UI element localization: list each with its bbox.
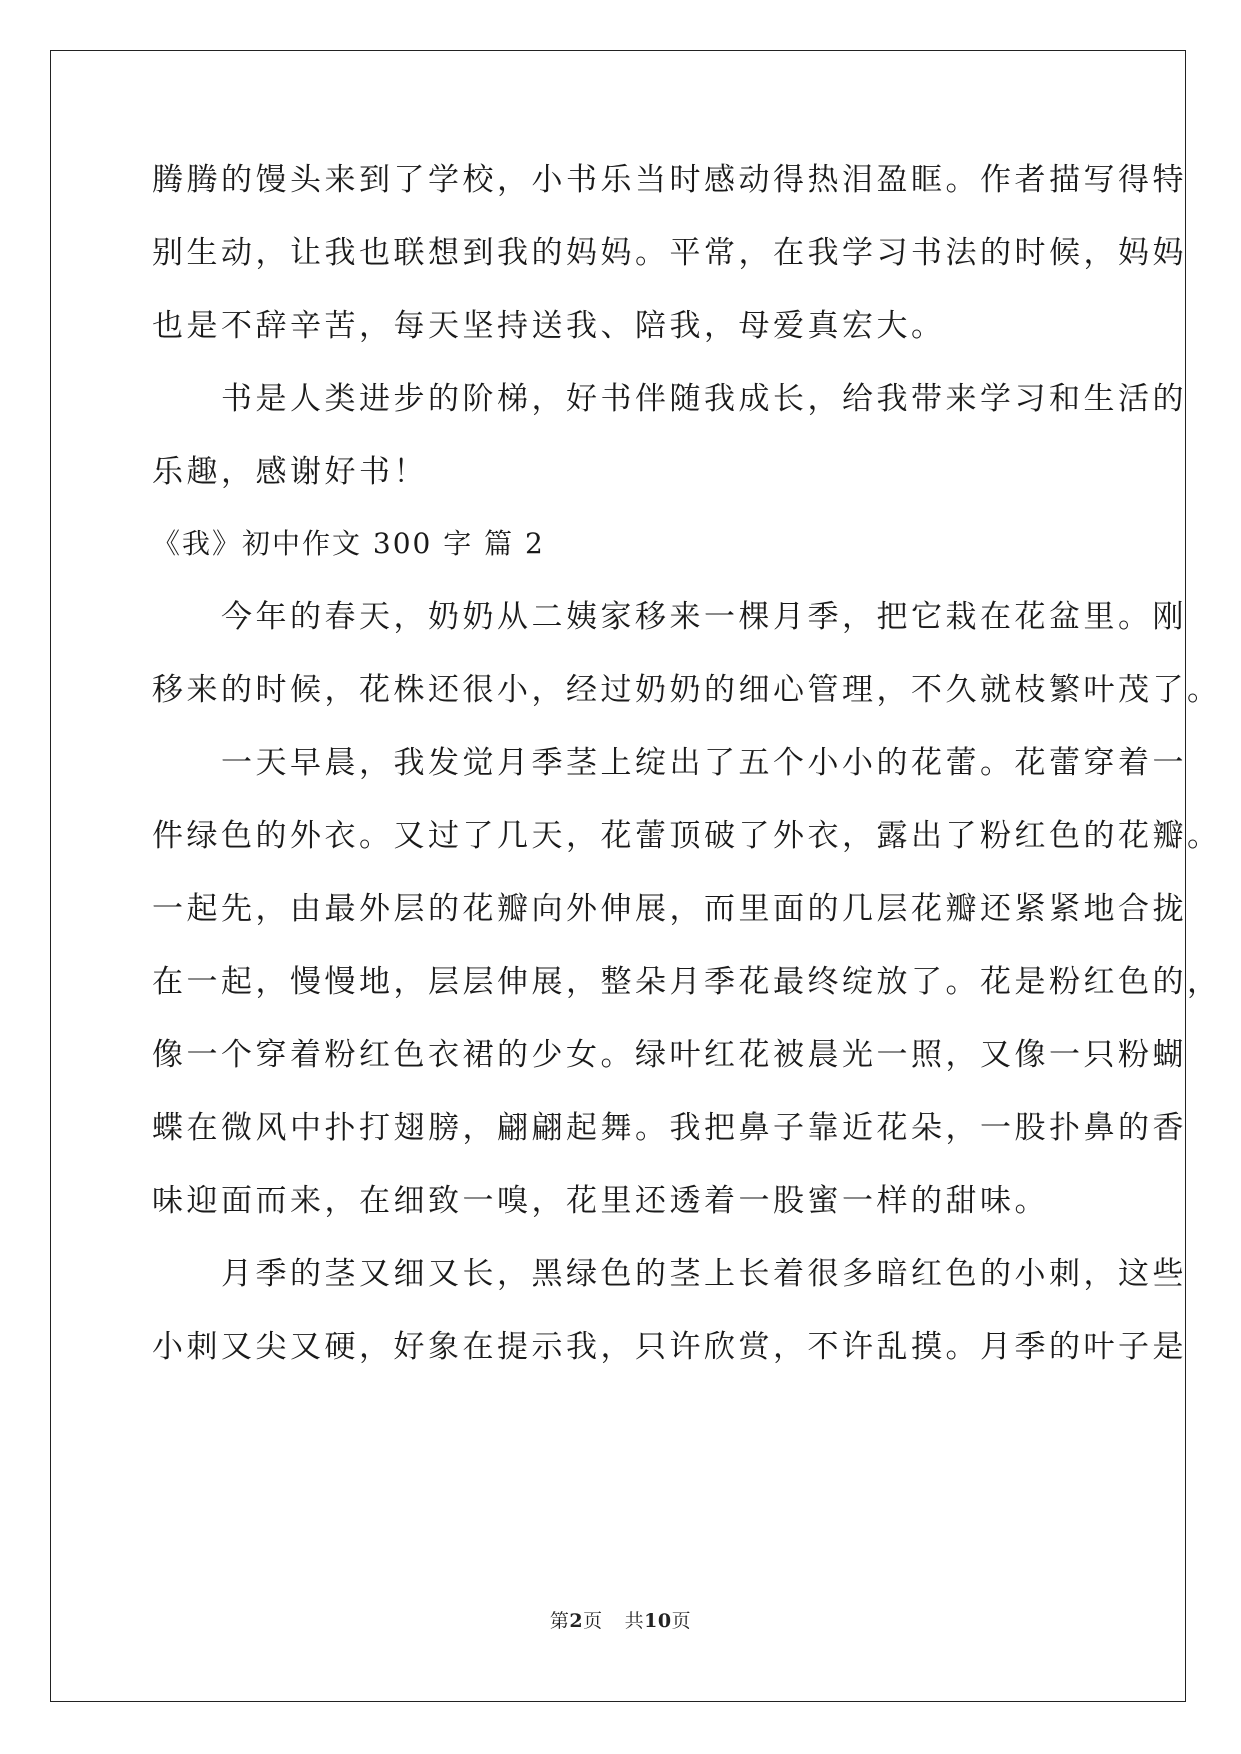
text-line: 别生动，让我也联想到我的妈妈。平常，在我学习书法的时候，妈妈: [152, 235, 1187, 271]
total-pages: 10: [644, 1610, 672, 1632]
text-line: 像一个穿着粉红色衣裙的少女。绿叶红花被晨光一照，又像一只粉蝴: [152, 1037, 1187, 1073]
text-line: 在一起，慢慢地，层层伸展，整朵月季花最终绽放了。花是粉红色的，: [152, 964, 1222, 1000]
page-number: 2: [569, 1610, 584, 1632]
footer-page-suffix: 页: [583, 1610, 603, 1632]
text-line: 蝶在微风中扑打翅膀，翩翩起舞。我把鼻子靠近花朵，一股扑鼻的香: [152, 1110, 1187, 1146]
text-line: 一起先，由最外层的花瓣向外伸展，而里面的几层花瓣还紧紧地合拢: [152, 891, 1187, 927]
page-footer: [0, 1606, 1241, 1633]
text-line: 味迎面而来，在细致一嗅，花里还透着一股蜜一样的甜味。: [152, 1183, 1049, 1219]
text-line: 月季的茎又细又长，黑绿色的茎上长着很多暗红色的小刺，这些: [152, 1256, 1187, 1292]
text-line: 乐趣，感谢好书！: [152, 454, 428, 490]
text-line: 一天早晨，我发觉月季茎上绽出了五个小小的花蕾。花蕾穿着一: [152, 745, 1187, 781]
section-heading: 《我》初中作文 300 字 篇 2: [152, 527, 545, 560]
text-line: 移来的时候，花株还很小，经过奶奶的细心管理，不久就枝繁叶茂了。: [152, 672, 1222, 708]
footer-total-suffix: 页: [671, 1610, 692, 1632]
text-line: 书是人类进步的阶梯，好书伴随我成长，给我带来学习和生活的: [152, 381, 1187, 417]
footer-total-prefix: 共: [624, 1610, 645, 1632]
text-line: 今年的春天，奶奶从二姨家移来一棵月季，把它栽在花盆里。刚: [152, 599, 1187, 635]
text-line: 件绿色的外衣。又过了几天，花蕾顶破了外衣，露出了粉红色的花瓣。: [152, 818, 1222, 854]
text-line: 腾腾的馒头来到了学校，小书乐当时感动得热泪盈眶。作者描写得特: [152, 162, 1187, 198]
text-line: 也是不辞辛苦，每天坚持送我、陪我，母爱真宏大。: [152, 308, 946, 344]
text-line: 小刺又尖又硬，好象在提示我，只许欣赏，不许乱摸。月季的叶子是: [152, 1329, 1187, 1365]
footer-prefix: 第: [549, 1610, 570, 1632]
page-border: [50, 50, 1186, 1702]
